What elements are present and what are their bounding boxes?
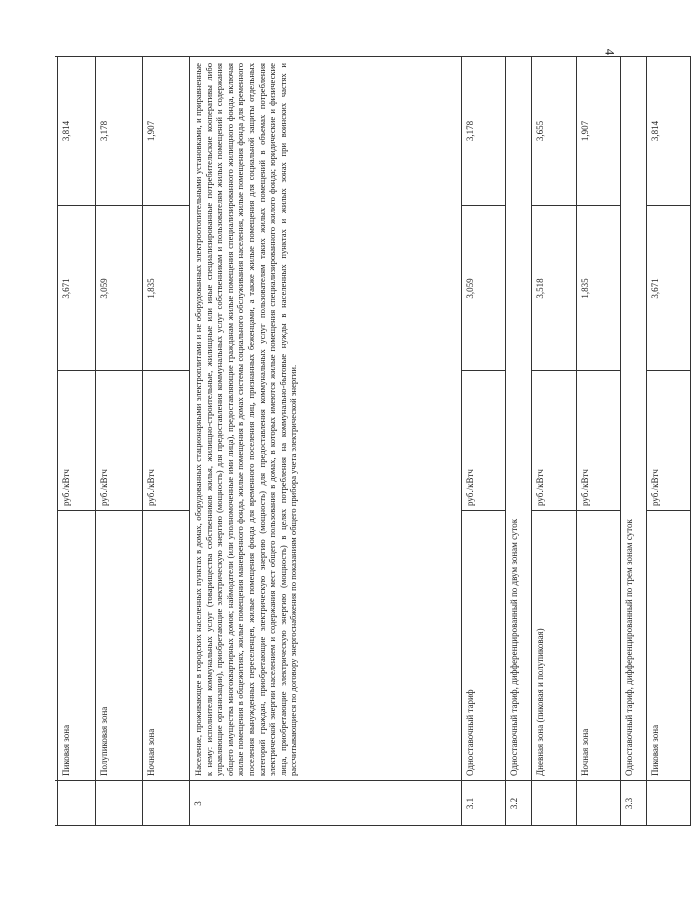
row-border (576, 56, 577, 826)
tariff-value-period-1: 3,059 (99, 278, 109, 299)
row-number: 3.3 (624, 797, 634, 810)
tariff-zone-name: Ночная зона (146, 728, 156, 776)
tariff-value-period-1: 3,059 (465, 278, 475, 299)
tariff-value-period-2: 3,178 (465, 120, 475, 142)
tariff-value-period-1: 3,671 (61, 278, 71, 299)
unit-label: руб./кВтч (465, 469, 475, 506)
unit-label: руб./кВтч (61, 469, 71, 506)
unit-label: руб./кВтч (650, 469, 660, 506)
column-border (95, 510, 142, 511)
unit-label: руб./кВтч (580, 469, 590, 506)
tariff-zone-name: Пиковая зона (61, 724, 71, 776)
column-border (461, 510, 505, 511)
tariff-zone-name: Пиковая зона (650, 724, 660, 776)
tariff-value-period-1: 1,835 (146, 278, 156, 299)
row-border (531, 56, 532, 826)
row-number: 3 (193, 801, 203, 806)
row-border (57, 56, 58, 826)
column-border (55, 780, 690, 781)
row-border (95, 56, 96, 826)
row-number: 3.2 (509, 797, 519, 810)
page-number: 4 (602, 48, 618, 56)
column-border (531, 510, 576, 511)
tariff-zone-name: Ночная зона (580, 728, 590, 776)
row-border (646, 56, 647, 826)
tariff-value-period-1: 1,835 (580, 278, 590, 299)
unit-label: руб./кВтч (99, 469, 109, 506)
column-border (57, 510, 95, 511)
row-border (461, 56, 462, 826)
tariff-zone-name: Дневная зона (пиковая и полупиковая) (535, 628, 545, 776)
column-border (142, 510, 189, 511)
tariff-value-period-1: 3,671 (650, 278, 660, 299)
column-border (55, 825, 690, 826)
tariff-value-period-1: 3,518 (535, 278, 545, 299)
tariff-value-period-2: 3,178 (99, 120, 109, 142)
unit-label: руб./кВтч (146, 469, 156, 506)
row-border (189, 56, 190, 826)
tariff-value-period-2: 1,907 (146, 120, 156, 142)
unit-label: руб./кВтч (535, 469, 545, 506)
row-border (505, 56, 506, 826)
tariff-value-period-2: 3,655 (535, 120, 545, 142)
row-number: 3.1 (465, 797, 475, 810)
column-border (646, 510, 690, 511)
row-border (620, 56, 621, 826)
tariff-value-period-2: 3,814 (650, 120, 660, 142)
column-border (576, 510, 620, 511)
row-subheading: Одноставочный тариф, дифференцированный по трем зонам суток (624, 519, 634, 776)
tariff-value-period-2: 1,907 (580, 120, 590, 142)
tariff-table (55, 56, 660, 826)
tariff-zone-name: Одноставочный тариф (465, 689, 475, 776)
row-border (142, 56, 143, 826)
tariff-zone-name: Полупиковая зона (99, 706, 109, 776)
row-description: Население, проживающее в городских населенных пунктах в домах, оборудованных стационарными электроплитами и не оборудованных электроотопительными установками, и приравненные к нему: исполнители коммунальных услуг (товарищества собственников жилья, жилищно-строительные, жилищные или иные специализированные потребительские кооперативы либо управляющие организации), приобретающие электрическую энергию (мощность) для предоставления коммунальных услуг собственникам и пользователям жилых помещений и содержания общего имущества многоквартирных домов; наймодатели (или уполномоченные ими лица), предоставляющие гражданам жилые помещения специализированного жилищного фонда, включая жилые помещения в общежитиях, жилые помещения маневренного фонда, жилые помещения в домах системы социального обслуживания населения, жилые помещения фонда для временного поселения вынужденных переселенцев, жилые помещения фонда для временного поселения лиц, признанных беженцами, а также жилые помещения для социальной защиты отдельных категорий граждан, приобретающие электрическую энергию (мощность) для предоставления коммунальных услуг пользователям таких жилых помещений в объемах потребления электрической энергии населением и содержания мест общего пользования в домах, в которых имеются жилые помещения специализированного жилого фонда; юридические и физические лица, приобретающие электрическую энергию (мощность) в целях потребления на коммунально-бытовые нужды в населенных пунктах и жилых зонах при воинских частях и рассчитывающиеся по договору энергоснабжения по показаниям общего прибора учета электрической энергии. (193, 63, 299, 776)
row-subheading: Одноставочный тариф, дифференцированный по двум зонам суток (509, 518, 519, 776)
tariff-value-period-2: 3,814 (61, 120, 71, 142)
